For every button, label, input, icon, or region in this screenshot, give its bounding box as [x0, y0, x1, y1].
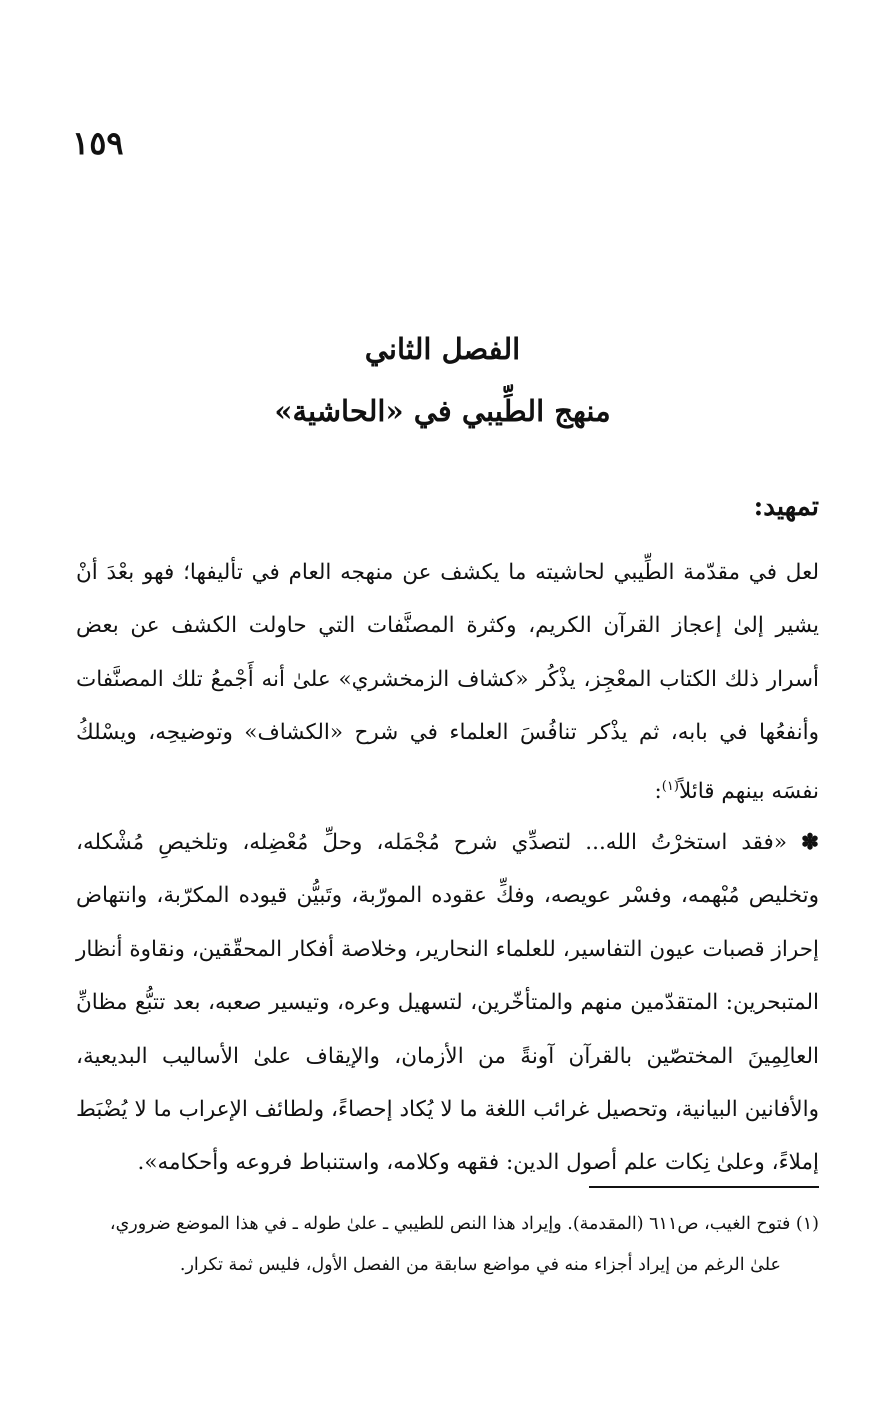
quote-text: «فقد استخرْتُ الله... لتصدِّي شرح مُجْمَله، وحلِّ مُعْضِله، وتلخيصِ مُشْكله، وتخليص مُبْهمه، وفسْر عويصه، وفكِّ عقوده المورّبة، وتَبيُّن قيوده المكرّبة، وانتهاض إحراز قصبات عيون التفاسير، للعلماء النحارير، وخلاصة أفكار المحقّقين، ونقاوة أنظار المتبحرين: المتقدّمين منهم والمتأخّرين، لتسهيل وعره، وتيسير صعبه، بعد تتبُّع مظانِّ العالِمِينَ المختصّين بالقرآن آونةً من الأزمان، والإيقاف علىٰ الأساليب البديعية، والأفانين البيانية، وتحصيل غرائب اللغة ما لا يُكاد إحصاءً، ولطائف الإعراب ما لا يُضْبَط إملاءً، وعلىٰ نِكات علم أصول الدين: فقهه وكلامه، واستنباط فروعه وأحكامه».	[76, 830, 819, 1176]
quote-paragraph	[76, 816, 819, 1190]
chapter-subtitle: منهج الطِّيبي في «الحاشية»	[274, 394, 611, 428]
footnote-line-2: علىٰ الرغم من إيراد أجزاء منه في مواضع سابقة من الفصل الأول، فليس ثمة تكرار.	[179, 1255, 781, 1275]
chapter-title: الفصل الثاني	[364, 332, 521, 366]
intro-colon: :	[654, 778, 662, 804]
intro-paragraph	[76, 546, 819, 818]
footnote-reference: (١)	[661, 778, 679, 794]
intro-paragraph-block	[76, 546, 819, 818]
footnote-divider	[589, 1186, 819, 1188]
quote-block	[76, 816, 819, 1190]
intro-heading: تمهيد:	[753, 492, 819, 522]
quote-marker-icon: ✽	[800, 830, 819, 855]
footnote-line-1: (١) فتوح الغيب، ص٦١١ (المقدمة). وإيراد هذا النص للطيبي ـ علىٰ طوله ـ في هذا الموضع ضروري،	[109, 1214, 819, 1234]
page-number: ١٥٩	[72, 124, 124, 162]
intro-paragraph-text: لعل في مقدّمة الطِّيبي لحاشيته ما يكشف عن منهجه العام في تأليفها؛ فهو بعْدَ أنْ يشير إلىٰ إعجاز القرآن الكريم، وكثرة المصنَّفات التي حاولت الكشف عن بعض أسرار ذلك الكتاب المعْجِز، يذْكُر «كشاف الزمخشري» علىٰ أنه أَجْمعُ تلك المصنَّفات وأنفعُها في بابه، ثم يذْكر تنافُسَ العلماء في شرح «الكشاف» وتوضيحِه، ويسْلكُ نفسَه بينهم قائلاً	[76, 560, 819, 804]
footnote	[76, 1204, 819, 1286]
